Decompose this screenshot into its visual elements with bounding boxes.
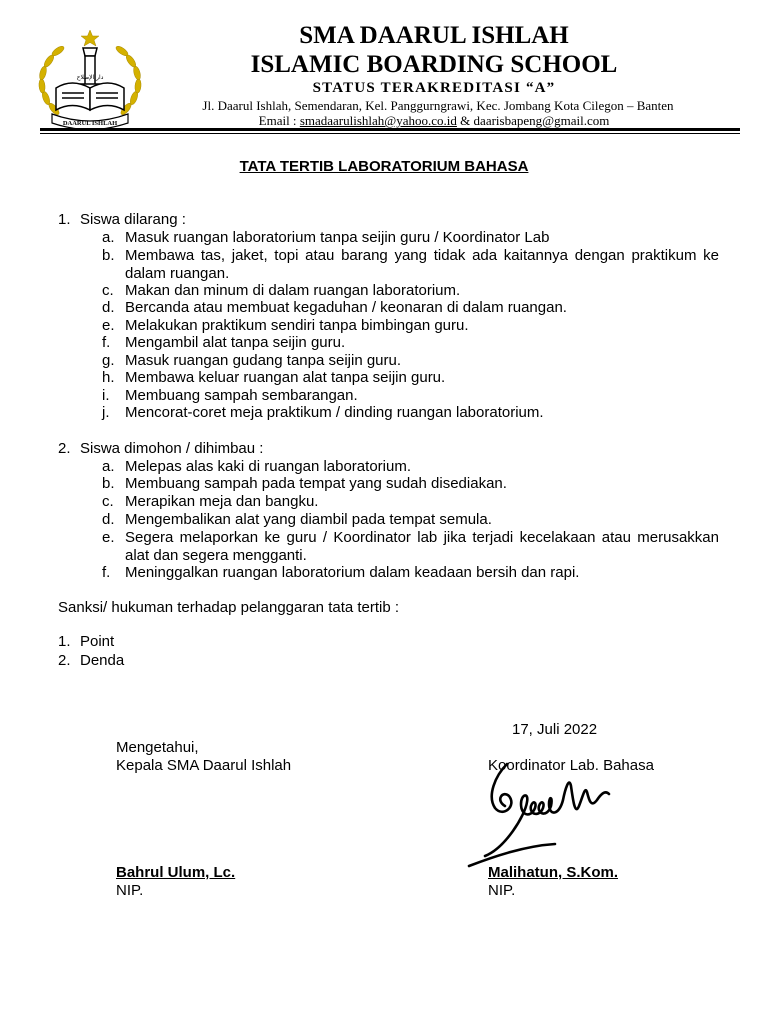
header-rule-thick: [40, 128, 740, 131]
item-letter: b.: [102, 247, 115, 264]
coordinator-nip: NIP.: [488, 882, 516, 899]
list-item: Melepas alas kaki di ruangan laboratorium.: [125, 458, 411, 475]
logo-star: [81, 30, 99, 46]
item-letter: d.: [102, 511, 115, 528]
item-letter: a.: [102, 229, 115, 246]
list-item: Membuang sampah pada tempat yang sudah disediakan.: [125, 475, 507, 492]
list-item: Mencorat-coret meja praktikum / dinding ruangan laboratorium.: [125, 404, 544, 421]
section-number: 1.: [58, 211, 71, 228]
email-joiner: &: [456, 113, 474, 128]
list-item: Melakukan praktikum sendiri tanpa bimbingan guru.: [125, 317, 469, 334]
item-letter: b.: [102, 475, 115, 492]
list-item: Bercanda atau membuat kegaduhan / keonaran di dalam ruangan.: [125, 299, 567, 316]
sanction-item: Point: [80, 633, 115, 650]
item-letter: f.: [102, 564, 111, 581]
principal-name: Bahrul Ulum, Lc.: [116, 864, 236, 881]
list-item: Membuang sampah sembarangan.: [125, 387, 358, 404]
item-letter: c.: [102, 493, 114, 510]
item-letter: j.: [102, 404, 110, 421]
item-letter: c.: [102, 282, 114, 299]
sanction-number: 2.: [58, 652, 71, 669]
logo-ribbon-text: DAARUL ISHLAH: [62, 120, 118, 127]
school-type: ISLAMIC BOARDING SCHOOL: [250, 51, 618, 78]
acknowledged-label: Mengetahui,: [116, 739, 199, 756]
document-date: 17, Juli 2022: [512, 721, 598, 738]
list-item: Masuk ruangan gudang tanpa seijin guru.: [125, 352, 402, 369]
sanctions-heading: Sanksi/ hukuman terhadap pelanggaran tata tertib :: [58, 599, 400, 616]
handwritten-signature: [465, 756, 625, 880]
coordinator-name: Malihatun, S.Kom.: [488, 864, 619, 881]
section-number: 2.: [58, 440, 71, 457]
list-item: Membawa tas, jaket, topi atau barang yang tidak ada kaitannya dengan praktikum ke dalam ruangan.: [125, 247, 719, 282]
item-letter: f.: [102, 334, 111, 351]
list-item: Masuk ruangan laboratorium tanpa seijin guru / Koordinator Lab: [125, 229, 550, 246]
school-logo: [30, 26, 150, 134]
school-address: Jl. Daarul Ishlah, Semendaran, Kel. Panggurngrawi, Kec. Jombang Kota Cilegon – Banten: [202, 98, 674, 113]
coordinator-role: Koordinator Lab. Bahasa: [488, 757, 654, 774]
list-item: Mengambil alat tanpa seijin guru.: [125, 334, 346, 351]
email-2: daarisbapeng@gmail.com: [473, 113, 610, 128]
item-letter: a.: [102, 458, 115, 475]
list-item: Meninggalkan ruangan laboratorium dalam keadaan bersih dan rapi.: [125, 564, 580, 581]
section-heading: Siswa dimohon / dihimbau :: [80, 440, 264, 457]
list-item: Merapikan meja dan bangku.: [125, 493, 319, 510]
list-item: Mengembalikan alat yang diambil pada tempat semula.: [125, 511, 492, 528]
accreditation-status: STATUS TERAKREDITASI “A”: [312, 80, 556, 96]
principal-nip: NIP.: [116, 882, 144, 899]
document-title: TATA TERTIB LABORATORIUM BAHASA: [239, 158, 529, 175]
principal-role: Kepala SMA Daarul Ishlah: [116, 757, 292, 774]
email-link-1[interactable]: smadaarulishlah@yahoo.co.id: [299, 113, 457, 128]
sanction-item: Denda: [80, 652, 125, 669]
item-letter: e.: [102, 529, 115, 546]
item-letter: g.: [102, 352, 115, 369]
section-heading: Siswa dilarang :: [80, 211, 186, 228]
list-item: Segera melaporkan ke guru / Koordinator lab jika terjadi kecelakaan atau merusakkan alat dan segera mengganti.: [125, 529, 719, 564]
school-name: SMA DAARUL ISHLAH: [299, 22, 569, 49]
header-rule-thin: [40, 133, 740, 134]
sanction-number: 1.: [58, 633, 71, 650]
item-letter: i.: [102, 387, 110, 404]
logo-arabic: دار الإصلاح: [76, 74, 104, 81]
item-letter: e.: [102, 317, 115, 334]
school-email-line: [150, 113, 718, 128]
item-letter: d.: [102, 299, 115, 316]
email-prefix: Email :: [258, 113, 300, 128]
item-letter: h.: [102, 369, 115, 386]
list-item: Makan dan minum di dalam ruangan laboratorium.: [125, 282, 461, 299]
list-item: Membawa keluar ruangan alat tanpa seijin guru.: [125, 369, 446, 386]
